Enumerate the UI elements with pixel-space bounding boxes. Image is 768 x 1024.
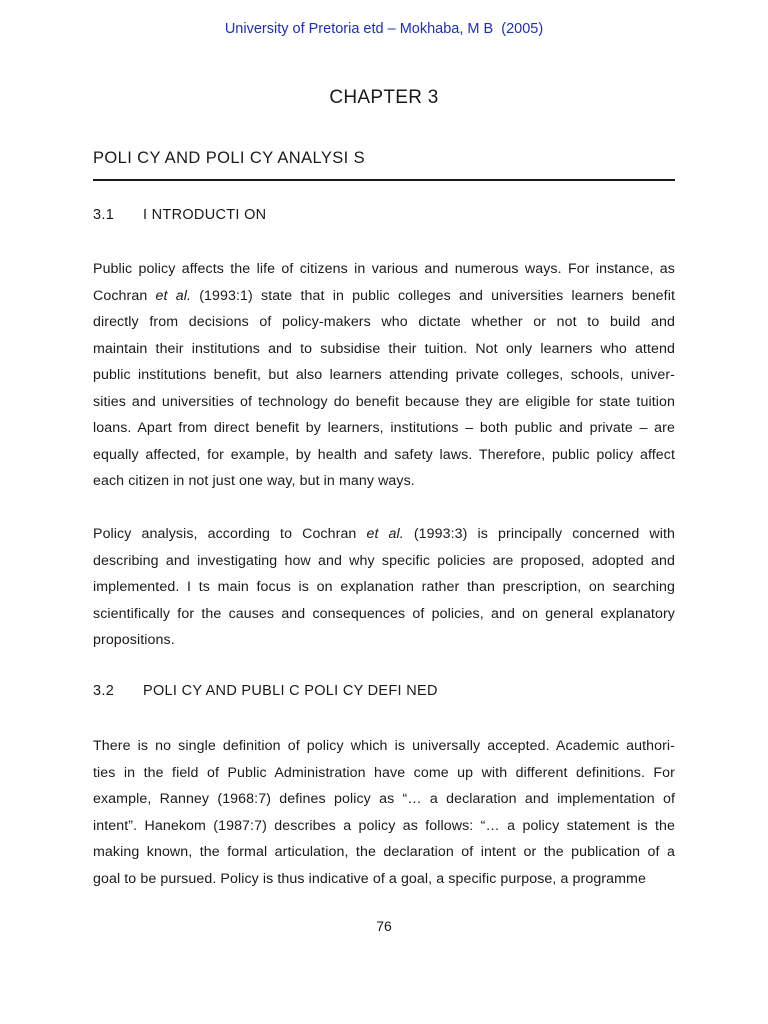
section-title: POLI CY AND PUBLI C POLI CY DEFI NED [143, 683, 438, 699]
paragraph-line: public institutions benefit, but also learners attending private colleges, schools, univer- [93, 367, 675, 383]
section-number: 3.1 [93, 207, 115, 223]
paragraph-line: loans. Apart from direct benefit by learners, institutions – both public and private – are [93, 420, 675, 436]
paragraph-intro-1 [93, 256, 675, 495]
section-heading-3-2 [93, 683, 438, 699]
paragraph-line: implemented. I ts main focus is on explanation rather than prescription, on searching [93, 579, 675, 595]
text-segment: Cochran [93, 287, 156, 304]
section-title: I NTRODUCTI ON [143, 207, 267, 223]
section-heading-3-1 [93, 207, 266, 223]
paragraph-line: intent”. Hanekom (1987:7) describes a policy as follows: “… a policy statement is the [93, 817, 675, 834]
paragraph-definition-1 [93, 733, 675, 892]
italic-citation: et al. [155, 287, 192, 304]
page-number: 76 [376, 918, 392, 934]
paragraph-line: directly from decisions of policy-makers who dictate whether or not to build and [93, 314, 675, 330]
paragraph-line: maintain their institutions and to subsidise their tuition. Not only learners who attend [93, 340, 675, 357]
paragraph-line [93, 283, 675, 310]
chapter-heading: POLI CY AND POLI CY ANALYSI S [93, 149, 366, 167]
paragraph-line: goal to be pursued. Policy is thus indicative of a goal, a specific purpose, a programme [93, 870, 646, 887]
paragraph-line: equally affected, for example, by health and safety laws. Therefore, public policy affect [93, 446, 675, 463]
paragraph-line: sities and universities of technology do benefit because they are eligible for state tuition [93, 393, 675, 410]
paragraph-line: describing and investigating how and why specific policies are proposed, adopted and [93, 552, 675, 569]
paragraph-line [93, 521, 675, 548]
text-segment: Policy analysis, according to Cochran [93, 526, 367, 542]
document-source-header: University of Pretoria etd – Mokhaba, M B (2005) [224, 21, 544, 37]
paragraph-line: scientifically for the causes and consequences of policies, and on general explanatory [93, 605, 675, 622]
paragraph-line: making known, the formal articulation, the declaration of intent or the publication of a [93, 844, 675, 860]
italic-citation: et al. [366, 526, 404, 542]
paragraph-line: each citizen in not just one way, but in many ways. [93, 473, 415, 489]
paragraph-line: propositions. [93, 632, 175, 648]
text-segment: (1993:3) is principally concerned with [403, 526, 676, 542]
paragraph-line: There is no single definition of policy which is universally accepted. Academic authori- [93, 738, 675, 754]
paragraph-line: Public policy affects the life of citizens in various and numerous ways. For instance, as [93, 261, 675, 277]
heading-rule [93, 179, 675, 181]
paragraph-line: ties in the field of Public Administration have come up with different definitions. For [93, 764, 675, 781]
text-segment: (1993:1) state that in public colleges and universities learners benefit [191, 287, 676, 304]
paragraph-line: example, Ranney (1968:7) defines policy as “… a declaration and implementation of [93, 791, 675, 807]
paragraph-intro-2 [93, 521, 675, 654]
section-number: 3.2 [93, 683, 115, 699]
chapter-title: CHAPTER 3 [329, 87, 439, 108]
